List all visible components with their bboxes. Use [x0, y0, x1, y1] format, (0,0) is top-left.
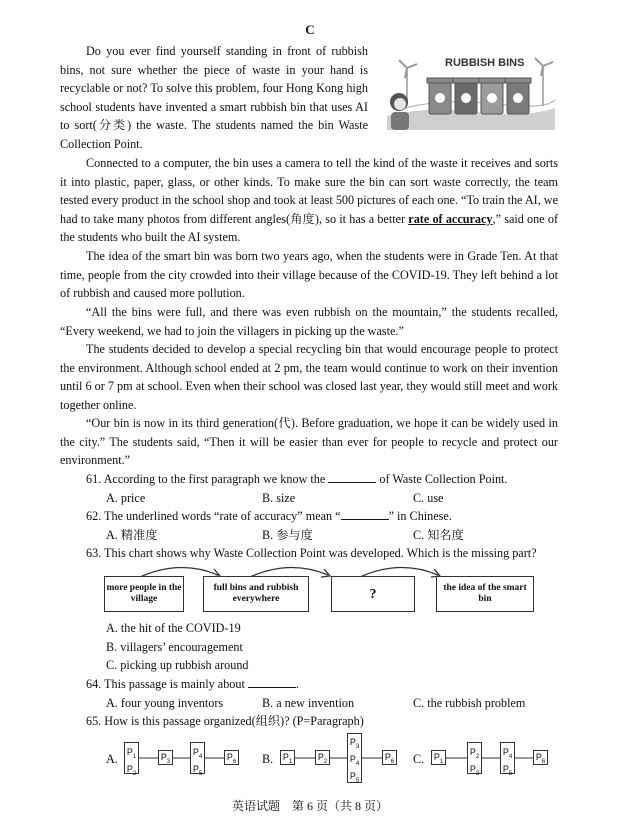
q64-blank[interactable] [248, 675, 296, 688]
paragraph-3: The idea of the smart bin was born two years ago, when the students were in Grade Ten. At that time, people from the city crowded into their village because of the COVID-19. They left behind a lot of rubbish and caused more pollution. [60, 249, 558, 301]
paragraph-2-text-a: Connected to a computer, the bin uses a camera to tell the kind of the waste it receives and sorts it into plastic, paper, glass, or other kinds. To make sure the bin can sort waste correctly, the team tested every product in the school shop and took at least 500 pictures of each one. “To train the AI, we had to take many photos from different angles(角度), so it has a better [60, 156, 559, 226]
q65a-connectors [139, 750, 239, 766]
q63-option-c[interactable]: C. picking up rubbish around [106, 658, 249, 672]
q62-option-b[interactable]: B. 参与度 [262, 528, 313, 542]
paragraph-5: The students decided to develop a special recycling bin that would encourage people to protect the environment. Although school ended at 2 pm, the team would continue to work on their invention until 6 or 7 pm at school. Even when their school was closed last year, they would still meet and work together online. [60, 342, 558, 412]
q61-option-a[interactable]: A. price [106, 491, 146, 505]
q65a-p4p5: $P_4$ $P_5$ [190, 742, 205, 774]
q62-stem-end: ” in Chinese. [388, 509, 452, 523]
q65c-p1: $P_1$ [431, 750, 446, 765]
q65b-p6: $P_6$ [382, 750, 397, 765]
q61-option-b[interactable]: B. size [262, 491, 296, 505]
q65b-p3p4p5: $P_3$ $P_4$ $P_5$ [347, 733, 362, 783]
q64-option-b[interactable]: B. a new invention [262, 696, 355, 710]
q61-stem: 61. According to the first paragraph we know the [86, 472, 326, 486]
q65-option-b[interactable]: B. [262, 752, 274, 766]
flow-step-missing[interactable]: ? [331, 576, 415, 612]
q65c-p6: $P_6$ [533, 750, 548, 765]
q64-option-c[interactable]: C. the rubbish problem [413, 696, 526, 710]
q62-blank[interactable] [341, 507, 389, 520]
q65b-p1: $P_1$ [280, 750, 295, 765]
q65-option-a[interactable]: A. [106, 752, 118, 766]
question-61 [86, 470, 507, 489]
paragraph-6: “Our bin is now in its third generation(代). Before graduation, we hope it can be widely used in the city.” The students said, “Then it will be easier than ever for people to recycle and protect our environment.” [60, 416, 558, 468]
q62-stem: 62. The underlined words “rate of accuracy” mean “ [86, 509, 341, 523]
paragraph-2 [60, 154, 558, 247]
q65a-p1p2: $P_1$ $P_2$ [124, 742, 139, 774]
illustration-label: RUBBISH BINS [445, 57, 525, 69]
q64-stem: 64. This passage is mainly about [86, 677, 245, 691]
page-footer: 英语试题 第 6 页（共 8 页） [231, 799, 388, 813]
q65b-connectors [295, 750, 385, 766]
q63-option-a[interactable]: A. the hit of the COVID-19 [106, 621, 241, 635]
q65a-p6: $P_6$ [224, 750, 239, 765]
section-title: C [305, 22, 315, 37]
q65-option-c[interactable]: C. [413, 752, 425, 766]
q61-option-c[interactable]: C. use [413, 491, 444, 505]
question-65: 65. How is this passage organized(组织)? (P=Paragraph) [86, 714, 364, 728]
paragraph-4: “All the bins were full, and there was even rubbish on the mountain,” the students recalled, “Every weekend, we had to join the villagers in picking up the waste.” [60, 305, 558, 338]
q65b-p2: $P_2$ [315, 750, 330, 765]
question-63: 63. This chart shows why Waste Collection Point was developed. Which is the missing part? [86, 546, 537, 560]
q64-option-a[interactable]: A. four young inventors [106, 696, 224, 710]
rubbish-bins-illustration [385, 46, 557, 130]
q62-option-c[interactable]: C. 知名度 [413, 528, 464, 542]
q65c-connectors [446, 750, 536, 766]
flow-step-1: more people in the village [104, 576, 184, 612]
q61-blank[interactable] [328, 470, 376, 483]
flow-step-2: full bins and rubbish everywhere [203, 576, 309, 612]
q63-option-b[interactable]: B. villagers’ encouragement [106, 640, 243, 654]
q65c-p4p5: $P_4$ $P_5$ [500, 742, 515, 774]
paragraph-1: Do you ever find yourself standing in front of rubbish bins, not sure whether the piece of waste in your hand is recyclable or not? To solve this problem, four Hong Kong high school students have invented a smart rubbish bin that uses AI to sort(分类) the waste. The students named the bin Waste Collection Point. [60, 44, 368, 151]
flow-step-4: the idea of the smart bin [436, 576, 534, 612]
q62-option-a[interactable]: A. 精准度 [106, 528, 158, 542]
question-62 [86, 507, 452, 526]
q65c-p2p3: $P_2$ $P_3$ [467, 742, 482, 774]
question-64 [86, 675, 299, 694]
underlined-rate-of-accuracy: rate of accuracy [408, 211, 493, 226]
paragraph-2-text-b: ,” said one of the students who built the AI system. [60, 211, 558, 245]
q64-stem-end: . [295, 677, 299, 691]
q65a-p3: $P_3$ [158, 750, 173, 765]
q61-stem-end: of Waste Collection Point. [379, 472, 508, 486]
